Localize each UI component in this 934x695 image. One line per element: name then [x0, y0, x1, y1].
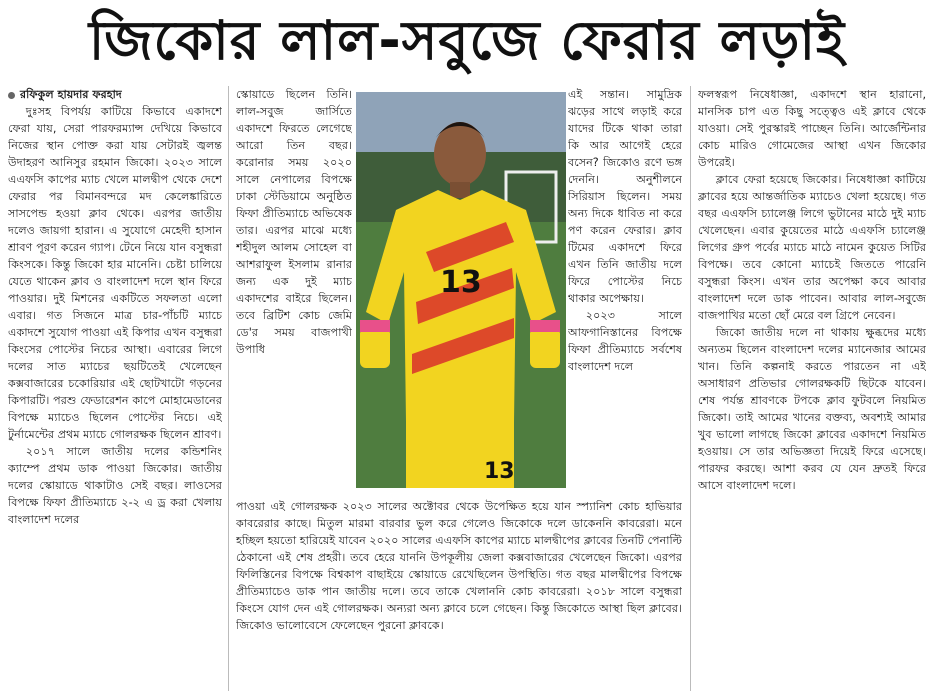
player-photo [356, 92, 566, 488]
paragraph: এই সন্তান। সামুদ্রিক ঝড়ের সাথে লড়াই করে যাদের টিকে থাকা তারা কি আর আগেই হেরে বসেন? জিকোও রণে ভঙ্গ দেননি। অনুশীলনে সিরিয়াস ছিলেন। সময় অন্য দিকে ধাবিত না করে পণ করেন ফেরার। ক্লাব টিমের একাদশে ফিরে এখন তিনি জাতীয় দলে ফিরে পোস্টের নিচে থাকার অপেক্ষায়। [568, 88, 682, 305]
byline [8, 86, 222, 103]
paragraph: ক্লাবে ফেরা হয়েছে জিকোর। নিষেধাজ্ঞা কাটিয়ে ক্লাবের হয়ে আন্তর্জাতিক ম্যাচেও খেলা হয়েছে। গত বছর এএফসি চ্যালেঞ্জ লিগে ভুটানের মাঠে দুই ম্যাচ খেলেছেন। এবার কুয়েতের মাঠে এএফসি চ্যালেঞ্জ লিগের গ্রুপ পর্বের ম্যাচে মাঠে নামেন কুয়েত সিটির বিপক্ষে। তবে কোনো ম্যাচেই জিততে পারেনি বসুন্ধরা কিংস। এখন তার অপেক্ষা কবে আবার বাংলাদেশ দলে ডাক পাবেন। আবার লাল-সবুজে বাজপাখির মতো ছোঁ মেরে বল গ্রিপে নেবেন। [698, 173, 926, 322]
left-wristband [360, 320, 390, 332]
bullet-icon [8, 92, 15, 99]
byline-author: রফিকুল হায়দার ফরহাদ [20, 88, 122, 101]
headline: জিকোর লাল-সবুজে ফেরার লড়াই [88, 9, 846, 72]
paragraph: পাওয়া এই গোলরক্ষক ২০২৩ সালের অক্টোবর থেকে উপেক্ষিত হয়ে যান স্প্যানিশ কোচ হাভিয়ার কাবরেরার কাছে। মিতুল মারমা বারবার ভুল করে গেলেও জিকোকে দলে ডাকেননি কাবরেরা। মনে হচ্ছিল হয়তো হারিয়েই যাবেন ২০২০ সালের এএফসি কাপের ম্যাচে মালদ্বীপের ক্লাবের তিনটি পেনাল্টি ঠেকানো এই শেষ প্রহরী। তবে হেরে যাননি উপকূলীয় জেলা কক্সবাজারের খেলেছেন জিকো। এরপর ফিলিস্তিনের বিপক্ষে বিশ্বকাপ বাছাইয়ে স্কোয়াডে রেখেছিলেন উপস্থিতি। গত বছর মালদ্বীপের বিপক্ষে প্রীতিম্যাচেও ডাক পান জাতীয় দলে। তবে তাকে খেলাননি কোচ কাবরেরা। ২০১৮ সালে বসুন্ধরা কিংসে যোগ দেন এই গোলরক্ষক। অন্যরা অন্য ক্লাবে চলে গেছেন। কিন্তু জিকোতে আস্থা ছিল ক্লাবের। জিকোও ভালোবেসে ফেলেছেন পুরনো ক্লাবকে। [236, 500, 682, 632]
column-rule [228, 86, 229, 691]
goalkeeper-image [356, 92, 566, 488]
jersey-number: 13 [440, 265, 482, 300]
paragraph: ২০২৩ সালে আফগানিস্তানের বিপক্ষে ফিফা প্রীতিম্যাচে সর্বশেষ বাংলাদেশ দলে [568, 309, 682, 373]
paragraph: দুঃসহ বিপর্যয় কাটিয়ে কিভাবে একাদশে ফেরা যায়, সেরা পারফরম্যান্স দেখিয়ে কিভাবে নিজের স্থান পোক্ত করা যায় সেটারই জ্বলন্ত উদাহরণ আনিসুর রহমান জিকো। ২০২৩ সালে এএফসি কাপের ম্যাচ খেলে মালদ্বীপ থেকে দেশে ফেরার পর বিমানবন্দরে মদ কেলেঙ্কারিতে সাসপেন্ড হওয়া ক্লাব থেকে। এরপর জাতীয় দলেও জায়গা হারান। এ সুযোগে মেহেদী হাসান শ্রাবণ পূরণ করেন গ্যাপ। টেনে নিয়ে যান বসুন্ধরা কিংসকে। কিন্তু জিকো হার মানেনি। চেষ্টা চালিয়ে যেতে থাকেন ক্লাব ও বাংলাদেশ দলে স্থান ফিরে পাওয়ার। দুই মিশনের একটিতে সফলতা এলো এবার। গত সিজনে মাত্র চার-পাঁচটি ম্যাচে একাদশে সুযোগ পাওয়া এই কিপার এখন বসুন্ধরা কিংসের পোস্টের নিচের আস্থা। এবারের লিগে দলের সাত ম্যাচের ছয়টিতেই খেলেছেন কক্সবাজারের চকোরিয়ার এই ছোটখাটো গড়নের কিপারটি। পরশু ফেডারেশন কাপে মোহামেডানের বিপক্ষে ম্যাচেও ছিলেন পোস্টের নিচে। এই টুর্নামেন্টের প্রথম ম্যাচে গোলরক্ষক ছিলেন শ্রাবণ। [8, 105, 222, 441]
left-glove [360, 328, 390, 368]
shorts-number: 13 [484, 459, 515, 484]
article-column-1 [8, 86, 222, 691]
right-glove [530, 328, 560, 368]
article-column-4 [698, 86, 926, 691]
paragraph: ২০১৭ সালে জাতীয় দলের কন্ডিশনিং ক্যাম্পে প্রথম ডাক পাওয়া জিকোর। জাতীয় দলের স্কোয়াডে থাকাটাও সেই বছর। লাওসের বিপক্ষে ফিফা প্রীতিম্যাচে ২-২ এ ড্র করা খেলায় বাংলাদেশ দলের [8, 445, 222, 526]
paragraph: ফলস্বরূপ নিষেধাজ্ঞা, একাদশে স্থান হারানো, মানসিক চাপ এত কিছু সত্ত্বেও এই ক্লাবে থেকে যাওয়া। সেই পুরস্কারই পাচ্ছেন তিনি। আর্জেন্টিনার কোচ মারিও গোমেজের আস্থা এখন জিকোর উপরেই। [698, 88, 926, 169]
paragraph: স্কোয়াডে ছিলেন তিনি। লাল-সবুজ জার্সিতে একাদশে ফিরতে লেগেছে আরো তিন বছর। করোনার সময় ২০২০ সালে নেপালের বিপক্ষে ঢাকা স্টেডিয়ামে অনুষ্ঠিত ফিফা প্রীতিম্যাচে অভিষেক তার। এরপর মাঝে মধ্যে শহীদুল আলম সোহেল বা আশরাফুল ইসলাম রানার জন্য এক দুই ম্যাচ একাদশের বাইরে ছিলেন। তবে ব্রিটিশ কোচ জেমি ডে'র সময় বাজপাখী উপাধি [236, 88, 352, 356]
article-column-3 [568, 86, 682, 492]
article-column-lower [236, 498, 682, 691]
paragraph: জিকো জাতীয় দলে না থাকায় ক্ষুব্ধদের মধ্যে অন্যতম ছিলেন বাংলাদেশ দলের ম্যানেজার আমের খান। তিনি কল্পনাই করতে পারতেন না এই অসাধারণ প্রতিভার গোলরক্ষকটি ছিটকে যাবেন। শেষ পর্যন্ত শ্রাবণকে টপকে ক্লাব ফুটবলে নিয়মিত জিকো। তাই আমের খানের বক্তব্য, অবশ্যই আমার খুব ভালো লাগছে জিকো ক্লাবের একাদশে নিয়মিত হওয়ায়। সে তার অভিজ্ঞতা দিয়েই ফিরে এসেছে। পারফর করছে। আশা করব যে যেন দ্রুতই ফিরে আসে বাংলাদেশ দলে। [698, 326, 926, 492]
column-rule [690, 86, 691, 691]
right-wristband [530, 320, 560, 332]
player-neck [450, 182, 470, 198]
article-column-2 [236, 86, 352, 492]
